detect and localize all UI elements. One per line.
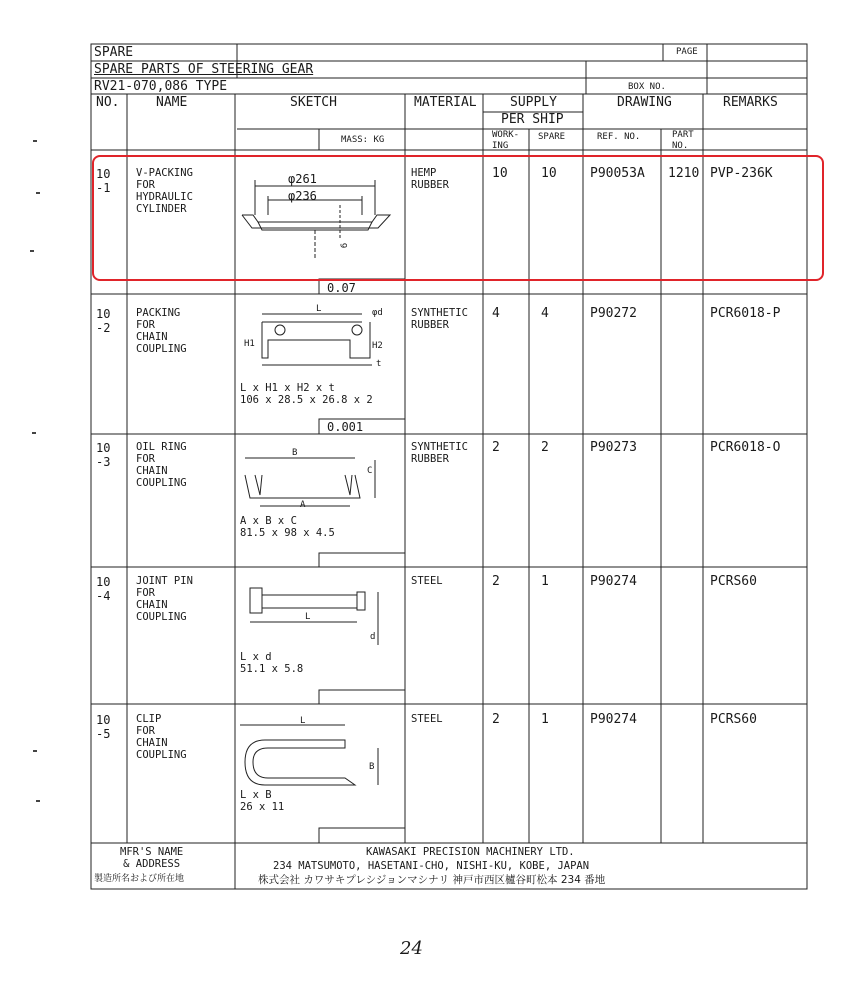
row5-name: CLIP FOR CHAIN COUPLING [136, 713, 187, 761]
row4-dims: L x d 51.1 x 5.8 [240, 651, 304, 675]
row1-no: 10 -1 [96, 167, 111, 195]
row2-ref: P90272 [590, 306, 637, 321]
sheet-title: SPARE PARTS OF STEERING GEAR [94, 62, 314, 77]
row2-working: 4 [492, 306, 500, 321]
row2-no: 10 -2 [96, 307, 111, 335]
row4-sketch-label-1: L [305, 612, 311, 622]
row1-material: HEMP RUBBER [411, 167, 449, 191]
row3-dims: A x B x C 81.5 x 98 x 4.5 [240, 515, 335, 539]
row1-part: 1210 [668, 166, 700, 181]
scan-speck [32, 432, 36, 434]
scan-speck [33, 140, 37, 142]
row2-sketch-label-1: L [316, 304, 322, 314]
row4-name: JOINT PIN FOR CHAIN COUPLING [136, 575, 193, 623]
row3-ref: P90273 [590, 440, 637, 455]
clip-sketch [240, 725, 378, 785]
page-number: 24 [400, 938, 423, 959]
row4-sketch-label-2: d [370, 632, 376, 642]
row5-sketch-label-1: L [300, 716, 306, 726]
company-name: KAWASAKI PRECISION MACHINERY LTD. [366, 846, 575, 858]
col-no: NO. [96, 95, 120, 110]
type-label: RV21-070,086 TYPE [94, 79, 228, 94]
oil-ring-sketch [245, 458, 375, 506]
col-ref-no: REF. NO. [597, 132, 641, 142]
row3-working: 2 [492, 440, 500, 455]
row2-mass: 0.001 [327, 420, 364, 434]
row1-sketch-label-1: φ261 [288, 172, 317, 186]
row3-remarks: PCR6018-O [710, 440, 781, 455]
row3-spare: 2 [541, 440, 549, 455]
company-address: 234 MATSUMOTO, HASETANI-CHO, NISHI-KU, KOBE, JAPAN [273, 860, 590, 872]
row2-material: SYNTHETIC RUBBER [411, 307, 468, 331]
row4-working: 2 [492, 574, 500, 589]
row4-material: STEEL [411, 575, 443, 587]
row5-dims: L x B 26 x 11 [240, 789, 285, 813]
row1-sketch-label-3: 6 [340, 242, 351, 249]
row5-spare: 1 [541, 712, 549, 727]
row2-sketch-label-5: t [376, 359, 382, 369]
row3-sketch-label-2: C [367, 466, 373, 476]
row1-ref: P90053A [590, 166, 645, 181]
col-spare: SPARE [538, 132, 566, 142]
row1-working: 10 [492, 166, 508, 181]
row1-sketch-label-2: φ236 [288, 189, 317, 203]
box-no-label: BOX NO. [628, 82, 666, 92]
row2-remarks: PCR6018-P [710, 306, 781, 321]
row3-material: SYNTHETIC RUBBER [411, 441, 468, 465]
mfr-label: MFR'S NAME & ADDRESS [120, 846, 184, 870]
row2-sketch-label-4: H2 [372, 341, 383, 351]
col-drawing: DRAWING [617, 95, 672, 110]
row3-name: OIL RING FOR CHAIN COUPLING [136, 441, 187, 489]
row1-mass: 0.07 [327, 281, 356, 295]
col-working: WORK- ING [492, 130, 520, 151]
page-label: PAGE [676, 47, 698, 57]
col-per-ship: PER SHIP [501, 112, 564, 127]
row3-sketch-label-3: A [300, 500, 306, 510]
col-name: NAME [156, 95, 188, 110]
highlight-box [92, 155, 824, 281]
scan-speck [33, 750, 37, 752]
col-supply: SUPPLY [510, 95, 557, 110]
row5-no: 10 -5 [96, 713, 111, 741]
col-sketch: SKETCH [290, 95, 337, 110]
row5-ref: P90274 [590, 712, 637, 727]
row5-remarks: PCRS60 [710, 712, 757, 727]
row5-working: 2 [492, 712, 500, 727]
col-part-no: PART NO. [672, 130, 694, 151]
row4-ref: P90274 [590, 574, 637, 589]
row1-spare: 10 [541, 166, 557, 181]
row4-spare: 1 [541, 574, 549, 589]
mfr-label-jp: 製造所名および所在地 [94, 874, 185, 884]
row2-sketch-label-3: H1 [244, 339, 255, 349]
scan-speck [36, 800, 40, 802]
row2-spare: 4 [541, 306, 549, 321]
row3-sketch-label-1: B [292, 448, 298, 458]
col-material: MATERIAL [414, 95, 477, 110]
scan-speck [36, 192, 40, 194]
row4-no: 10 -4 [96, 575, 111, 603]
scan-speck [30, 250, 34, 252]
row2-dims: L x H1 x H2 x t 106 x 28.5 x 26.8 x 2 [240, 382, 373, 406]
company-address-jp: 株式会社 カワサキプレシジョンマシナリ 神戸市西区櫨谷町松本 234 番地 [258, 874, 606, 886]
row2-sketch-label-2: φd [372, 308, 383, 318]
row1-remarks: PVP-236K [710, 166, 773, 181]
row5-sketch-label-2: B [369, 762, 375, 772]
row1-name: V-PACKING FOR HYDRAULIC CYLINDER [136, 167, 193, 215]
row2-name: PACKING FOR CHAIN COUPLING [136, 307, 187, 355]
col-mass: MASS: KG [341, 135, 385, 145]
row3-no: 10 -3 [96, 441, 111, 469]
row4-remarks: PCRS60 [710, 574, 757, 589]
spare-label: SPARE [94, 45, 134, 60]
joint-pin-sketch [250, 588, 378, 645]
col-remarks: REMARKS [723, 95, 778, 110]
row5-material: STEEL [411, 713, 443, 725]
packing-sketch [262, 314, 372, 365]
